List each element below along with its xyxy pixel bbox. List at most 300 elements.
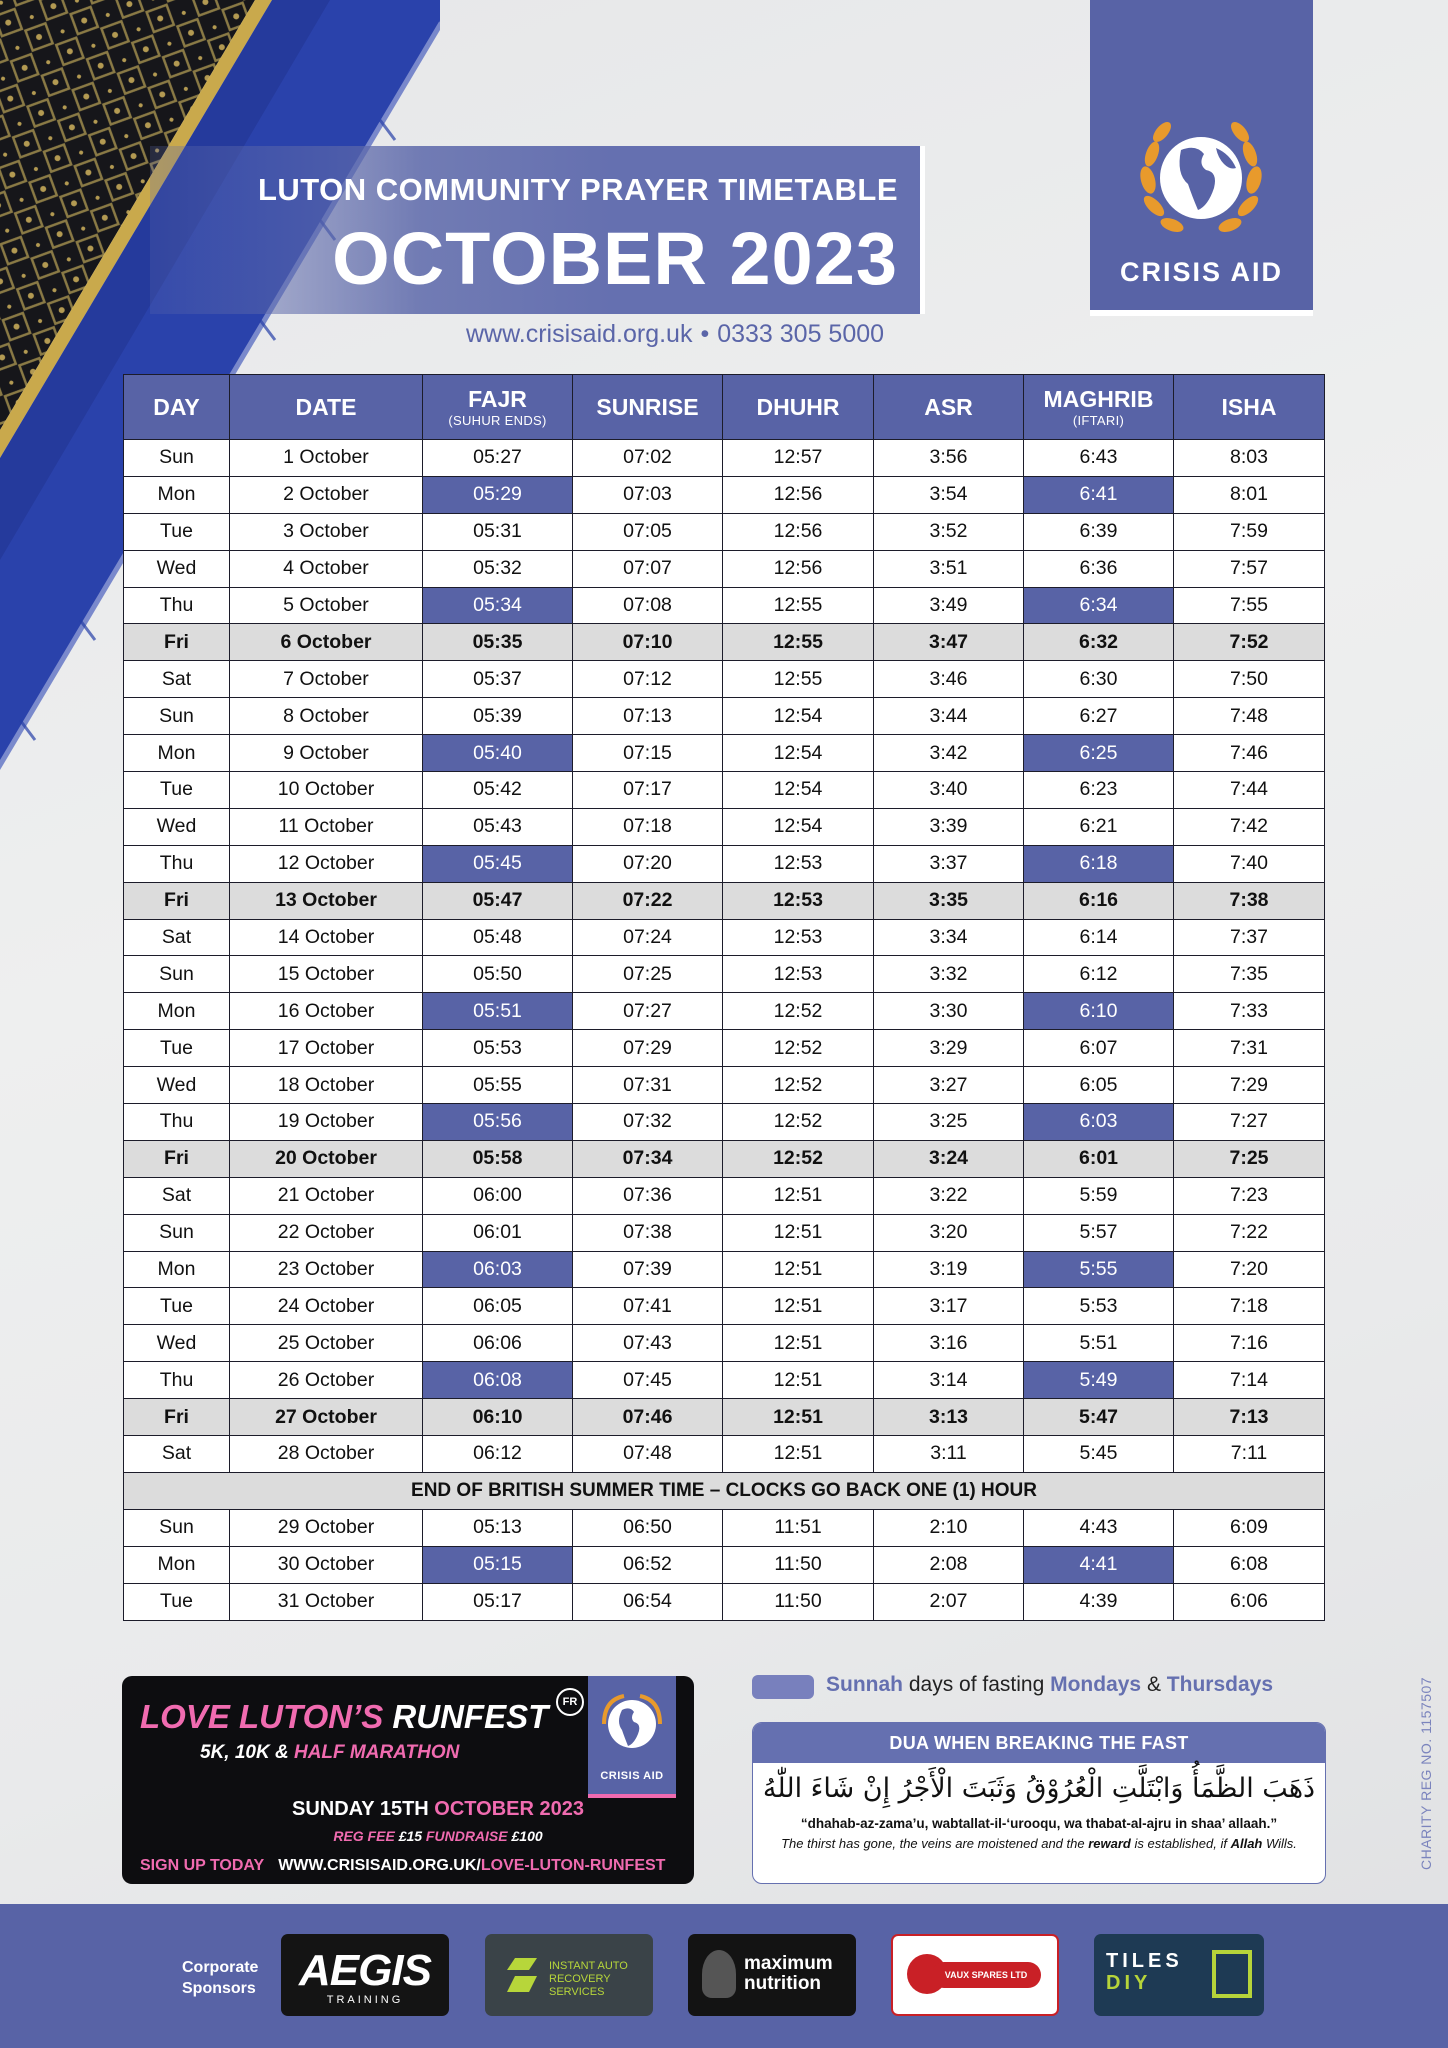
cell-fajr: 06:12 bbox=[423, 1436, 573, 1473]
runfest-advert[interactable] bbox=[122, 1676, 694, 1884]
runfest-title-b: RUNFEST bbox=[383, 1698, 549, 1735]
cell-isha: 6:09 bbox=[1174, 1509, 1325, 1546]
sponsor-maximum-nutrition-logo[interactable] bbox=[688, 1934, 856, 2016]
cell-date: 1 October bbox=[230, 440, 423, 477]
cell-maghrib: 6:39 bbox=[1024, 513, 1174, 550]
fundraise-label: FUNDRAISE bbox=[422, 1828, 512, 1844]
cell-dhuhr: 12:51 bbox=[723, 1362, 874, 1399]
bst-notice: END OF BRITISH SUMMER TIME – CLOCKS GO BACK ONE (1) HOUR bbox=[124, 1472, 1325, 1509]
cell-date: 29 October bbox=[230, 1509, 423, 1546]
cell-fajr: 05:29 bbox=[423, 476, 573, 513]
dua-box bbox=[752, 1722, 1326, 1884]
cell-isha: 7:50 bbox=[1174, 661, 1325, 698]
cell-fajr: 05:48 bbox=[423, 919, 573, 956]
table-row bbox=[124, 550, 1325, 587]
cell-date: 15 October bbox=[230, 956, 423, 993]
cell-isha: 7:31 bbox=[1174, 1030, 1325, 1067]
cell-maghrib: 6:25 bbox=[1024, 735, 1174, 772]
cell-maghrib: 6:05 bbox=[1024, 1067, 1174, 1104]
sponsor-instant-auto-name bbox=[549, 1960, 653, 2000]
table-row bbox=[124, 440, 1325, 477]
cell-fajr: 05:17 bbox=[423, 1583, 573, 1620]
cell-sunrise: 07:02 bbox=[573, 440, 723, 477]
cell-maghrib: 5:55 bbox=[1024, 1251, 1174, 1288]
table-row bbox=[124, 1583, 1325, 1620]
cell-isha: 7:20 bbox=[1174, 1251, 1325, 1288]
cell-day: Sun bbox=[124, 698, 230, 735]
chevron-mark-icon bbox=[507, 1958, 537, 1992]
cell-isha: 7:27 bbox=[1174, 1104, 1325, 1141]
cell-isha: 7:29 bbox=[1174, 1067, 1325, 1104]
cell-fajr: 06:01 bbox=[423, 1214, 573, 1251]
cell-day: Tue bbox=[124, 1288, 230, 1325]
fundraising-regulator-badge: FR bbox=[556, 1688, 584, 1716]
cell-fajr: 06:03 bbox=[423, 1251, 573, 1288]
runfest-date-b: OCTOBER 2023 bbox=[434, 1798, 584, 1820]
cell-day: Mon bbox=[124, 1546, 230, 1583]
sponsor-vaux-spares-logo[interactable] bbox=[891, 1934, 1059, 2016]
cell-date: 18 October bbox=[230, 1067, 423, 1104]
cell-day: Mon bbox=[124, 735, 230, 772]
cell-date: 11 October bbox=[230, 808, 423, 845]
cell-maghrib: 6:16 bbox=[1024, 882, 1174, 919]
cell-fajr: 05:40 bbox=[423, 735, 573, 772]
table-row bbox=[124, 1325, 1325, 1362]
cell-asr: 3:51 bbox=[874, 550, 1024, 587]
sponsor-aegis-sub: TRAINING bbox=[326, 1994, 404, 2006]
cell-date: 9 October bbox=[230, 735, 423, 772]
cell-date: 25 October bbox=[230, 1325, 423, 1362]
cell-dhuhr: 11:50 bbox=[723, 1546, 874, 1583]
table-row bbox=[124, 1030, 1325, 1067]
cell-isha: 7:16 bbox=[1174, 1325, 1325, 1362]
cell-dhuhr: 12:52 bbox=[723, 993, 874, 1030]
cell-date: 16 October bbox=[230, 993, 423, 1030]
column-header-label: FAJR bbox=[468, 385, 527, 412]
cell-date: 7 October bbox=[230, 661, 423, 698]
sponsors-label-1: Corporate bbox=[182, 1959, 259, 1976]
fundraise-value: £100 bbox=[511, 1828, 543, 1844]
cell-maghrib: 6:23 bbox=[1024, 772, 1174, 809]
cell-sunrise: 07:12 bbox=[573, 661, 723, 698]
column-header-label: ASR bbox=[924, 393, 973, 420]
cell-sunrise: 06:52 bbox=[573, 1546, 723, 1583]
cell-sunrise: 07:36 bbox=[573, 1177, 723, 1214]
cell-day: Tue bbox=[124, 772, 230, 809]
cell-fajr: 05:39 bbox=[423, 698, 573, 735]
cell-asr: 3:27 bbox=[874, 1067, 1024, 1104]
cell-dhuhr: 12:51 bbox=[723, 1436, 874, 1473]
sponsor-mn-name bbox=[744, 1954, 833, 1994]
reg-fee-label: REG FEE bbox=[333, 1828, 399, 1844]
cell-day: Sat bbox=[124, 919, 230, 956]
table-row bbox=[124, 698, 1325, 735]
cell-day: Thu bbox=[124, 1104, 230, 1141]
cell-isha: 7:46 bbox=[1174, 735, 1325, 772]
cell-sunrise: 07:18 bbox=[573, 808, 723, 845]
phone-number[interactable]: 0333 305 5000 bbox=[717, 320, 885, 348]
sponsor-ia-line1: INSTANT AUTO bbox=[549, 1960, 628, 1972]
cell-asr: 2:07 bbox=[874, 1583, 1024, 1620]
cell-fajr: 06:00 bbox=[423, 1177, 573, 1214]
dua-en-a: The thirst has gone, the veins are moistened and the bbox=[781, 1836, 1089, 1851]
cell-asr: 3:29 bbox=[874, 1030, 1024, 1067]
sponsor-tiles-line1: TILES bbox=[1106, 1950, 1183, 1972]
cell-day: Sun bbox=[124, 956, 230, 993]
table-row bbox=[124, 1399, 1325, 1436]
legend-thursdays: Thursdays bbox=[1166, 1673, 1273, 1696]
table-row bbox=[124, 1104, 1325, 1141]
cell-day: Wed bbox=[124, 550, 230, 587]
cell-dhuhr: 12:51 bbox=[723, 1325, 874, 1362]
cell-date: 31 October bbox=[230, 1583, 423, 1620]
legend-and: & bbox=[1141, 1673, 1167, 1696]
cell-maghrib: 4:41 bbox=[1024, 1546, 1174, 1583]
cell-asr: 3:22 bbox=[874, 1177, 1024, 1214]
cell-fajr: 05:13 bbox=[423, 1509, 573, 1546]
cell-asr: 3:11 bbox=[874, 1436, 1024, 1473]
cell-asr: 3:44 bbox=[874, 698, 1024, 735]
sponsor-footer bbox=[0, 1904, 1448, 2048]
cell-day: Fri bbox=[124, 1399, 230, 1436]
cell-asr: 3:19 bbox=[874, 1251, 1024, 1288]
runfest-url-b: LOVE-LUTON-RUNFEST bbox=[480, 1857, 666, 1874]
cell-asr: 2:08 bbox=[874, 1546, 1024, 1583]
sponsor-tiles-line2: DIY bbox=[1106, 1972, 1152, 1994]
table-row bbox=[124, 1251, 1325, 1288]
cell-date: 22 October bbox=[230, 1214, 423, 1251]
globe-icon bbox=[588, 1676, 676, 1766]
cell-maghrib: 6:18 bbox=[1024, 845, 1174, 882]
cell-isha: 7:13 bbox=[1174, 1399, 1325, 1436]
column-header-label: DHUHR bbox=[756, 393, 840, 420]
cell-day: Sun bbox=[124, 440, 230, 477]
cell-fajr: 05:37 bbox=[423, 661, 573, 698]
cell-fajr: 05:56 bbox=[423, 1104, 573, 1141]
athlete-silhouette-icon bbox=[702, 1950, 736, 1998]
cell-date: 27 October bbox=[230, 1399, 423, 1436]
table-row bbox=[124, 1288, 1325, 1325]
cell-dhuhr: 12:54 bbox=[723, 808, 874, 845]
cell-date: 12 October bbox=[230, 845, 423, 882]
dua-en-e: Wills. bbox=[1262, 1836, 1297, 1851]
cell-asr: 3:16 bbox=[874, 1325, 1024, 1362]
dua-transliteration: “dhahab-az-zama’u, wabtallat-il-‘urooqu, wa thabat-al-ajru in shaa’ allaah.” bbox=[800, 1816, 1278, 1831]
cell-maghrib: 4:43 bbox=[1024, 1509, 1174, 1546]
sponsor-aegis-logo[interactable] bbox=[281, 1934, 449, 2016]
cell-asr: 3:20 bbox=[874, 1214, 1024, 1251]
sponsor-tiles-name bbox=[1106, 1950, 1183, 1994]
cell-isha: 7:52 bbox=[1174, 624, 1325, 661]
cell-maghrib: 6:14 bbox=[1024, 919, 1174, 956]
cell-day: Fri bbox=[124, 624, 230, 661]
timetable-title: OCTOBER 2023 bbox=[332, 217, 898, 300]
cell-sunrise: 07:43 bbox=[573, 1325, 723, 1362]
cell-sunrise: 07:27 bbox=[573, 993, 723, 1030]
cell-isha: 7:11 bbox=[1174, 1436, 1325, 1473]
table-row bbox=[124, 661, 1325, 698]
table-row bbox=[124, 1214, 1325, 1251]
cell-sunrise: 07:13 bbox=[573, 698, 723, 735]
cell-maghrib: 5:49 bbox=[1024, 1362, 1174, 1399]
table-row bbox=[124, 1067, 1325, 1104]
legend-mondays: Mondays bbox=[1050, 1673, 1142, 1696]
legend-days: days of fasting bbox=[903, 1673, 1051, 1696]
cell-asr: 3:46 bbox=[874, 661, 1024, 698]
cell-dhuhr: 11:50 bbox=[723, 1583, 874, 1620]
bst-notice-row bbox=[124, 1472, 1325, 1509]
cell-day: Fri bbox=[124, 882, 230, 919]
cell-isha: 7:22 bbox=[1174, 1214, 1325, 1251]
cell-fajr: 05:58 bbox=[423, 1140, 573, 1177]
cell-dhuhr: 12:54 bbox=[723, 698, 874, 735]
dua-en-c: is established, if bbox=[1130, 1836, 1231, 1851]
cell-sunrise: 07:29 bbox=[573, 1030, 723, 1067]
cell-sunrise: 07:48 bbox=[573, 1436, 723, 1473]
column-header-label: DATE bbox=[295, 393, 357, 420]
cell-isha: 6:08 bbox=[1174, 1546, 1325, 1583]
cell-maghrib: 4:39 bbox=[1024, 1583, 1174, 1620]
signup-cta[interactable]: SIGN UP TODAY bbox=[140, 1857, 265, 1874]
table-row bbox=[124, 587, 1325, 624]
sponsor-ia-line2: RECOVERY SERVICES bbox=[549, 1973, 611, 1999]
cell-asr: 3:30 bbox=[874, 993, 1024, 1030]
cell-day: Fri bbox=[124, 1140, 230, 1177]
cell-maghrib: 5:57 bbox=[1024, 1214, 1174, 1251]
cell-maghrib: 5:45 bbox=[1024, 1436, 1174, 1473]
cell-maghrib: 5:59 bbox=[1024, 1177, 1174, 1214]
cell-sunrise: 07:24 bbox=[573, 919, 723, 956]
cell-asr: 3:24 bbox=[874, 1140, 1024, 1177]
reg-fee-value: £15 bbox=[398, 1828, 423, 1844]
table-row bbox=[124, 808, 1325, 845]
cell-sunrise: 06:54 bbox=[573, 1583, 723, 1620]
cell-day: Thu bbox=[124, 587, 230, 624]
cell-asr: 3:34 bbox=[874, 919, 1024, 956]
sponsor-mn-line1: maximum bbox=[744, 1953, 833, 1974]
column-header-sublabel: (IFTARI) bbox=[1072, 412, 1125, 428]
cell-fajr: 05:53 bbox=[423, 1030, 573, 1067]
table-row bbox=[124, 624, 1325, 661]
cell-isha: 7:44 bbox=[1174, 772, 1325, 809]
cell-date: 2 October bbox=[230, 476, 423, 513]
sponsor-tiles-diy-logo[interactable] bbox=[1094, 1934, 1264, 2016]
cell-fajr: 05:34 bbox=[423, 587, 573, 624]
cell-date: 26 October bbox=[230, 1362, 423, 1399]
website-link[interactable]: www.crisisaid.org.uk bbox=[466, 320, 693, 348]
cell-day: Sun bbox=[124, 1214, 230, 1251]
cell-asr: 3:42 bbox=[874, 735, 1024, 772]
cell-asr: 3:47 bbox=[874, 624, 1024, 661]
cell-maghrib: 5:47 bbox=[1024, 1399, 1174, 1436]
cell-asr: 3:40 bbox=[874, 772, 1024, 809]
cell-day: Mon bbox=[124, 1251, 230, 1288]
cell-dhuhr: 12:51 bbox=[723, 1399, 874, 1436]
cell-date: 10 October bbox=[230, 772, 423, 809]
cell-date: 23 October bbox=[230, 1251, 423, 1288]
sponsor-instant-auto-logo[interactable] bbox=[485, 1934, 653, 2016]
cell-day: Mon bbox=[124, 993, 230, 1030]
cell-maghrib: 6:10 bbox=[1024, 993, 1174, 1030]
cell-isha: 7:42 bbox=[1174, 808, 1325, 845]
cell-dhuhr: 12:52 bbox=[723, 1104, 874, 1141]
cell-isha: 7:14 bbox=[1174, 1362, 1325, 1399]
runfest-date bbox=[122, 1798, 694, 1821]
cell-dhuhr: 11:51 bbox=[723, 1509, 874, 1546]
cell-sunrise: 06:50 bbox=[573, 1509, 723, 1546]
dua-arabic: ذَهَبَ الظَّمَأُ وَابْتَلَّتِ الْعُرُوْقُ وَثَبَتَ الْأَجْرُ إِنْ شَاءَ اللّٰهُ bbox=[762, 1773, 1316, 1804]
cell-maghrib: 6:27 bbox=[1024, 698, 1174, 735]
cell-dhuhr: 12:55 bbox=[723, 624, 874, 661]
sponsors-label bbox=[182, 1958, 258, 2000]
cell-isha: 7:59 bbox=[1174, 513, 1325, 550]
table-row bbox=[124, 882, 1325, 919]
cell-date: 14 October bbox=[230, 919, 423, 956]
table-row bbox=[124, 993, 1325, 1030]
cell-date: 21 October bbox=[230, 1177, 423, 1214]
cell-date: 6 October bbox=[230, 624, 423, 661]
column-header-sunrise bbox=[573, 375, 723, 440]
cell-isha: 7:37 bbox=[1174, 919, 1325, 956]
cell-maghrib: 6:43 bbox=[1024, 440, 1174, 477]
cell-fajr: 05:51 bbox=[423, 993, 573, 1030]
sunnah-legend-text bbox=[826, 1673, 1273, 1697]
cell-fajr: 05:50 bbox=[423, 956, 573, 993]
table-row bbox=[124, 919, 1325, 956]
column-header-label: ISHA bbox=[1221, 393, 1277, 420]
column-header-label: DAY bbox=[153, 393, 200, 420]
sponsor-mn-line2: nutrition bbox=[744, 1972, 822, 1994]
table-row bbox=[124, 956, 1325, 993]
cell-fajr: 05:47 bbox=[423, 882, 573, 919]
cell-date: 24 October bbox=[230, 1288, 423, 1325]
cell-dhuhr: 12:54 bbox=[723, 772, 874, 809]
cell-sunrise: 07:45 bbox=[573, 1362, 723, 1399]
cell-fajr: 05:15 bbox=[423, 1546, 573, 1583]
charity-reg-number: CHARITY REG NO. 1157507 bbox=[1418, 1676, 1434, 1870]
cell-fajr: 06:05 bbox=[423, 1288, 573, 1325]
cell-isha: 7:33 bbox=[1174, 993, 1325, 1030]
cell-date: 19 October bbox=[230, 1104, 423, 1141]
cell-asr: 2:10 bbox=[874, 1509, 1024, 1546]
cell-day: Wed bbox=[124, 808, 230, 845]
cell-fajr: 05:32 bbox=[423, 550, 573, 587]
logo-wordmark: CRISIS AID bbox=[1119, 257, 1283, 287]
sponsor-vaux-name: VAUX SPARES LTD bbox=[931, 1962, 1041, 1988]
cell-day: Wed bbox=[124, 1325, 230, 1362]
runfest-distances bbox=[200, 1742, 459, 1764]
runfest-fees bbox=[122, 1828, 694, 1844]
table-row bbox=[124, 735, 1325, 772]
contact-separator: • bbox=[700, 320, 710, 348]
cell-dhuhr: 12:53 bbox=[723, 882, 874, 919]
cell-fajr: 05:45 bbox=[423, 845, 573, 882]
column-header-label: SUNRISE bbox=[596, 393, 699, 420]
cell-maghrib: 6:12 bbox=[1024, 956, 1174, 993]
cell-dhuhr: 12:53 bbox=[723, 845, 874, 882]
cell-dhuhr: 12:56 bbox=[723, 550, 874, 587]
cell-maghrib: 6:03 bbox=[1024, 1104, 1174, 1141]
cell-fajr: 05:27 bbox=[423, 440, 573, 477]
cell-fajr: 05:43 bbox=[423, 808, 573, 845]
cell-date: 8 October bbox=[230, 698, 423, 735]
cell-asr: 3:32 bbox=[874, 956, 1024, 993]
cell-maghrib: 6:34 bbox=[1024, 587, 1174, 624]
cell-sunrise: 07:15 bbox=[573, 735, 723, 772]
timetable-subtitle: LUTON COMMUNITY PRAYER TIMETABLE bbox=[257, 172, 898, 207]
cell-sunrise: 07:03 bbox=[573, 476, 723, 513]
table-row bbox=[124, 1177, 1325, 1214]
runfest-title-a: LOVE LUTON’S bbox=[140, 1698, 384, 1735]
cell-sunrise: 07:39 bbox=[573, 1251, 723, 1288]
house-icon bbox=[1212, 1950, 1252, 1998]
cell-asr: 3:56 bbox=[874, 440, 1024, 477]
cell-sunrise: 07:17 bbox=[573, 772, 723, 809]
cell-maghrib: 6:07 bbox=[1024, 1030, 1174, 1067]
cell-asr: 3:17 bbox=[874, 1288, 1024, 1325]
cell-date: 28 October bbox=[230, 1436, 423, 1473]
cell-isha: 7:40 bbox=[1174, 845, 1325, 882]
runfest-signup[interactable] bbox=[140, 1857, 665, 1875]
runfest-logo-text: CRISIS AID bbox=[600, 1770, 664, 1782]
cell-sunrise: 07:31 bbox=[573, 1067, 723, 1104]
cell-fajr: 05:31 bbox=[423, 513, 573, 550]
runfest-title bbox=[140, 1698, 548, 1736]
cell-sunrise: 07:41 bbox=[573, 1288, 723, 1325]
column-header-sublabel: (SUHUR ENDS) bbox=[448, 412, 547, 428]
cell-sunrise: 07:25 bbox=[573, 956, 723, 993]
cell-dhuhr: 12:56 bbox=[723, 476, 874, 513]
cell-maghrib: 6:32 bbox=[1024, 624, 1174, 661]
cell-sunrise: 07:05 bbox=[573, 513, 723, 550]
cell-isha: 8:01 bbox=[1174, 476, 1325, 513]
cell-day: Sat bbox=[124, 1436, 230, 1473]
runfest-url[interactable] bbox=[278, 1857, 665, 1874]
sponsor-aegis-name: AEGIS bbox=[299, 1946, 431, 1995]
cell-maghrib: 6:36 bbox=[1024, 550, 1174, 587]
cell-asr: 3:52 bbox=[874, 513, 1024, 550]
cell-day: Wed bbox=[124, 1067, 230, 1104]
column-header-dhuhr bbox=[723, 375, 874, 440]
cell-maghrib: 6:01 bbox=[1024, 1140, 1174, 1177]
cell-maghrib: 6:21 bbox=[1024, 808, 1174, 845]
cell-fajr: 05:55 bbox=[423, 1067, 573, 1104]
cell-sunrise: 07:34 bbox=[573, 1140, 723, 1177]
cell-dhuhr: 12:53 bbox=[723, 919, 874, 956]
runfest-crisis-aid-logo bbox=[588, 1676, 676, 1798]
column-header-label: MAGHRIB bbox=[1043, 385, 1154, 412]
cell-dhuhr: 12:51 bbox=[723, 1288, 874, 1325]
cell-date: 4 October bbox=[230, 550, 423, 587]
cell-day: Sat bbox=[124, 1177, 230, 1214]
cell-dhuhr: 12:52 bbox=[723, 1140, 874, 1177]
crisis-aid-logo bbox=[1090, 0, 1313, 316]
cell-fajr: 06:10 bbox=[423, 1399, 573, 1436]
table-header-row bbox=[124, 375, 1325, 440]
table-row bbox=[124, 1140, 1325, 1177]
cell-maghrib: 5:53 bbox=[1024, 1288, 1174, 1325]
cell-sunrise: 07:07 bbox=[573, 550, 723, 587]
legend-sunnah: Sunnah bbox=[826, 1673, 903, 1696]
runfest-date-a: SUNDAY 15TH bbox=[292, 1798, 435, 1820]
cell-day: Tue bbox=[124, 513, 230, 550]
cell-dhuhr: 12:51 bbox=[723, 1251, 874, 1288]
cell-asr: 3:39 bbox=[874, 808, 1024, 845]
column-header-isha bbox=[1174, 375, 1325, 440]
cell-isha: 6:06 bbox=[1174, 1583, 1325, 1620]
cell-isha: 7:55 bbox=[1174, 587, 1325, 624]
dua-en-b: reward bbox=[1088, 1836, 1131, 1851]
